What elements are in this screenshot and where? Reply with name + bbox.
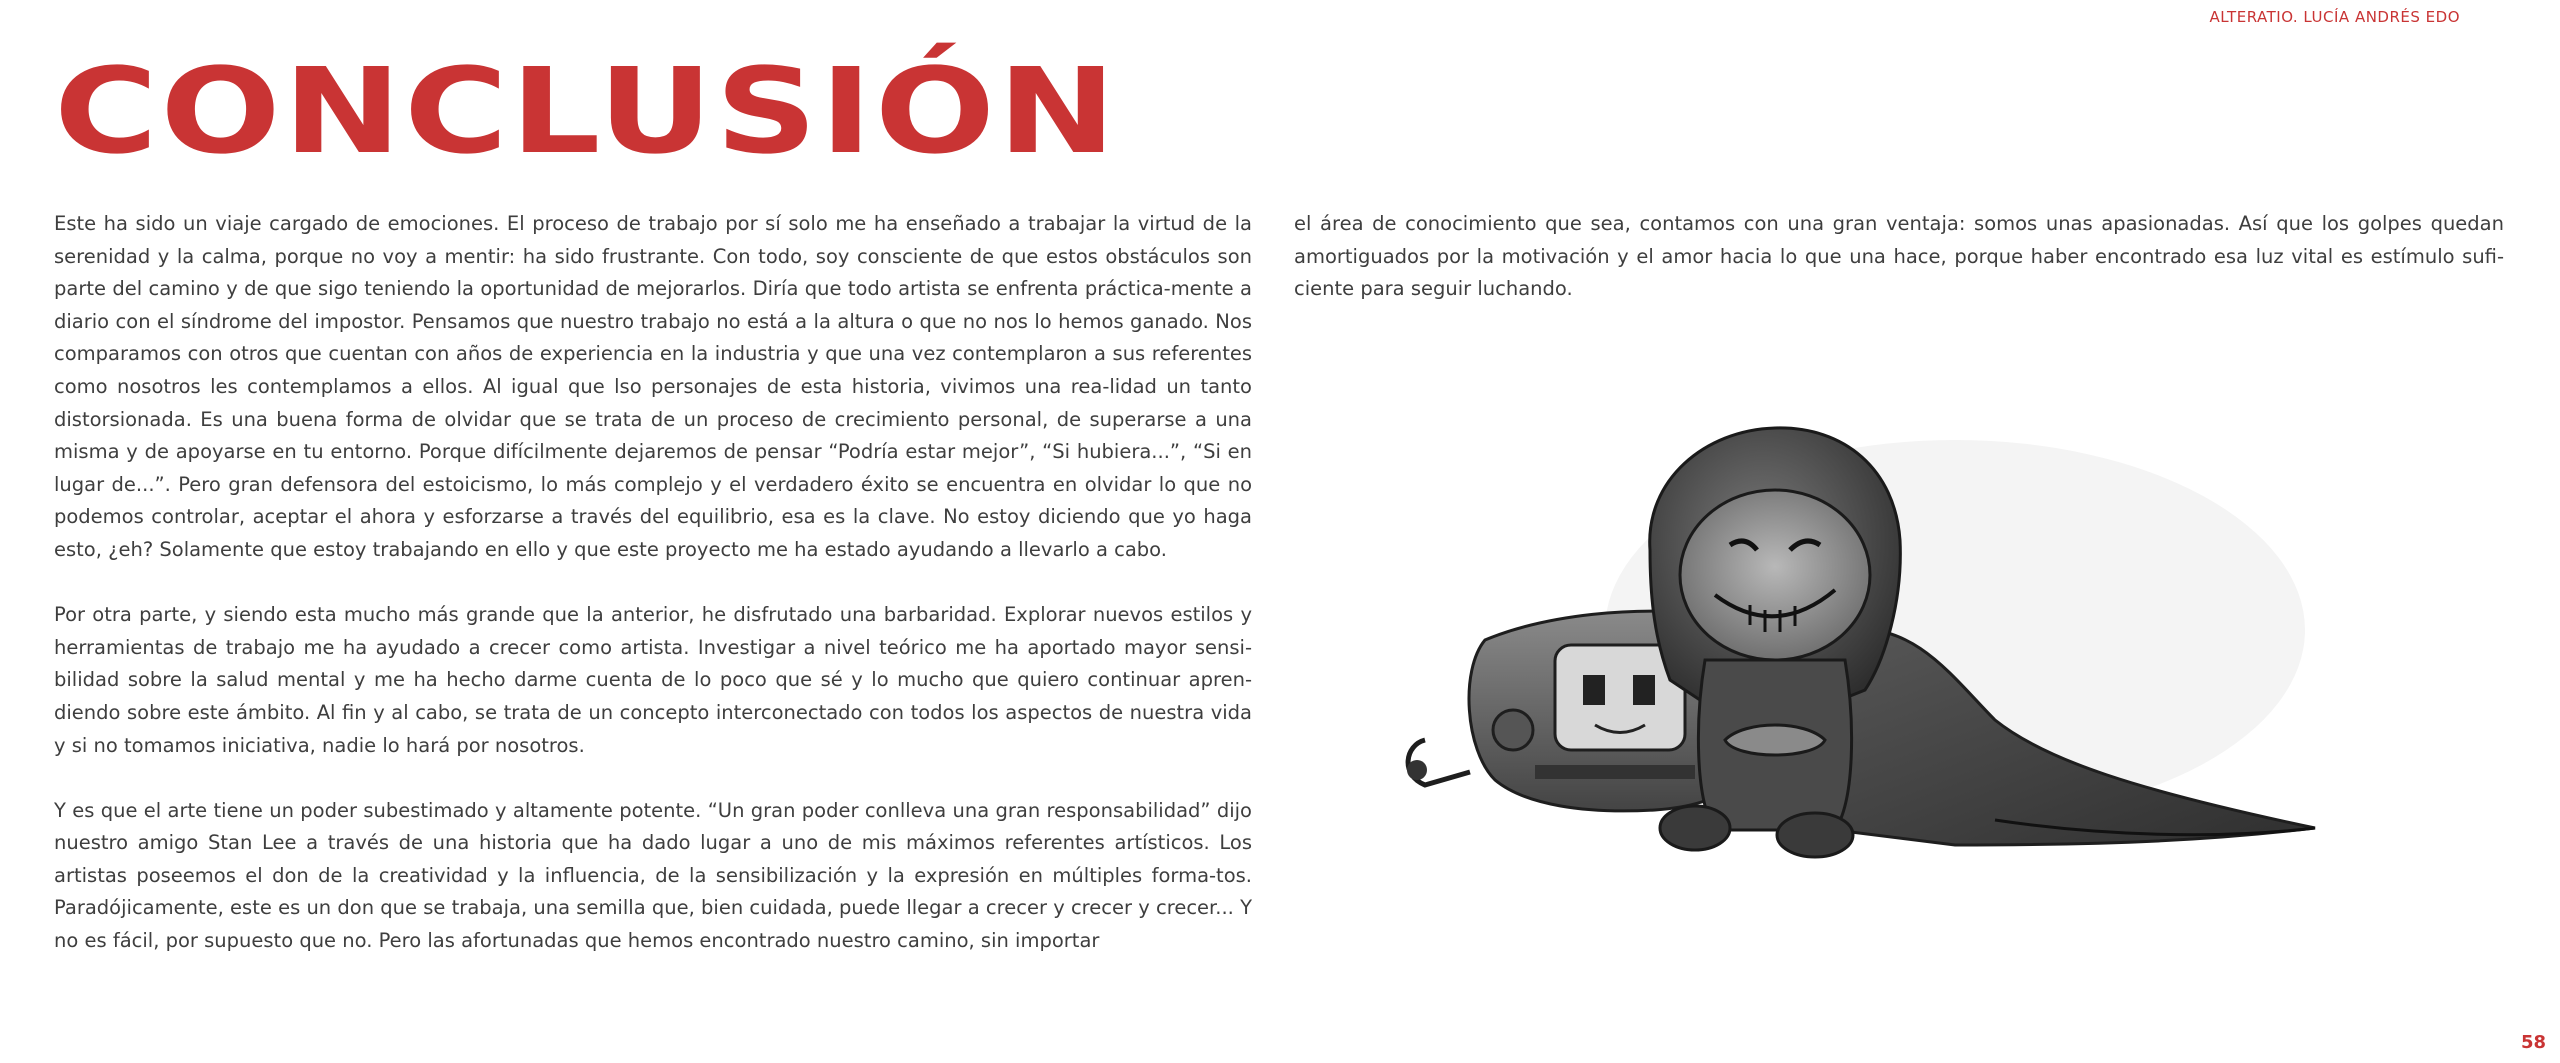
text-column-left xyxy=(54,208,1252,990)
paragraph: el área de conocimiento que sea, contamos con una gran ventaja: somos unas apasionadas. Así que los golpes quedan amortiguados por la motivación y el amor hacia lo que una hace, porque haber encontrado esa luz vital es estímulo sufi-ciente para seguir luchando. xyxy=(1294,212,2504,301)
tv-knob xyxy=(1493,710,1533,750)
page-number: 58 xyxy=(2520,1032,2546,1053)
character-face xyxy=(1680,490,1870,660)
text-column-right xyxy=(1294,208,2504,338)
tv-panel xyxy=(1535,765,1695,779)
character-foot-right xyxy=(1777,813,1853,857)
header-credit: ALTERATIO. LUCÍA ANDRÉS EDO xyxy=(2209,8,2460,26)
paragraph: Y es que el arte tiene un poder subestimado y altamente potente. “Un gran poder conlleva una gran responsabilidad” dijo nuestro amigo Stan Lee a través de una historia que ha dado lugar a uno de mis máximos referentes artísticos. Los artistas poseemos el don de la creatividad y la influencia, de la sensibilización y la expresión en múltiples forma-tos. Paradójicamente, este es un don que se trabaja, una semilla que, bien cuidada, puede llegar a crecer y crecer y crecer... Y no es fácil, por supuesto que no. Pero las afortunadas que hemos encontrado nuestro camino, sin importar xyxy=(54,798,1252,953)
tv-eye-left xyxy=(1583,675,1605,705)
tv-antenna-tip xyxy=(1407,760,1427,780)
paragraph: Por otra parte, y siendo esta mucho más grande que la anterior, he disfrutado una barbaridad. Explorar nuevos estilos y herramientas de trabajo me ha ayudado a crecer como artista. Investigar a nivel teórico me ha aportado mayor sensi-bilidad sobre la salud mental y me ha hecho darme cuenta de lo poco que sé y lo mucho que quiero continuar apren-diendo sobre este ámbito. Al fin y al cabo, se trata de un concepto interconectado con todos los aspectos de nuestra vida y si no tomamos iniciativa, nadie lo hará por nosotros. xyxy=(54,603,1252,757)
character-foot-left xyxy=(1660,806,1730,850)
paragraph: Este ha sido un viaje cargado de emociones. El proceso de trabajo por sí solo me ha enseñado a trabajar la virtud de la serenidad y la calma, porque no voy a mentir: ha sido frustrante. Con todo, soy consciente de que estos obstáculos son parte del camino y de que sigo teniendo la oportunidad de mejorarlos. Diría que todo artista se enfrenta práctica-mente a diario con el síndrome del impostor. Pensamos que nuestro trabajo no está a la altura o que no nos lo hemos ganado. Nos comparamos con otros que cuentan con años de experiencia en la industria y que una vez contemplaron a sus referentes como nosotros les contemplamos a ellos. Al igual que lso personajes de esta historia, vivimos una rea-lidad un tanto distorsionada. Es una buena forma de olvidar que se trata de un proceso de crecimiento personal, de superarse a una misma y de apoyarse en tu entorno. Porque difícilmente dejaremos de pensar “Podría estar mejor”, “Si hubiera...”, “Si en lugar de...”. Pero gran defensora del estoicismo, lo más complejo y el verdadero éxito se encuentra en olvidar lo que no podemos controlar, aceptar el ahora y esforzarse a través del equilibrio, esa es la clave. No estoy diciendo que yo haga esto, ¿eh? Solamente que estoy trabajando en ello y que este proyecto me ha estado ayudando a llevarlo a cabo. xyxy=(54,212,1252,561)
tv-eye-right xyxy=(1633,675,1655,705)
character-hands xyxy=(1725,725,1825,755)
character-illustration xyxy=(1395,400,2335,920)
page-title: CONCLUSIÓN xyxy=(54,42,1119,180)
